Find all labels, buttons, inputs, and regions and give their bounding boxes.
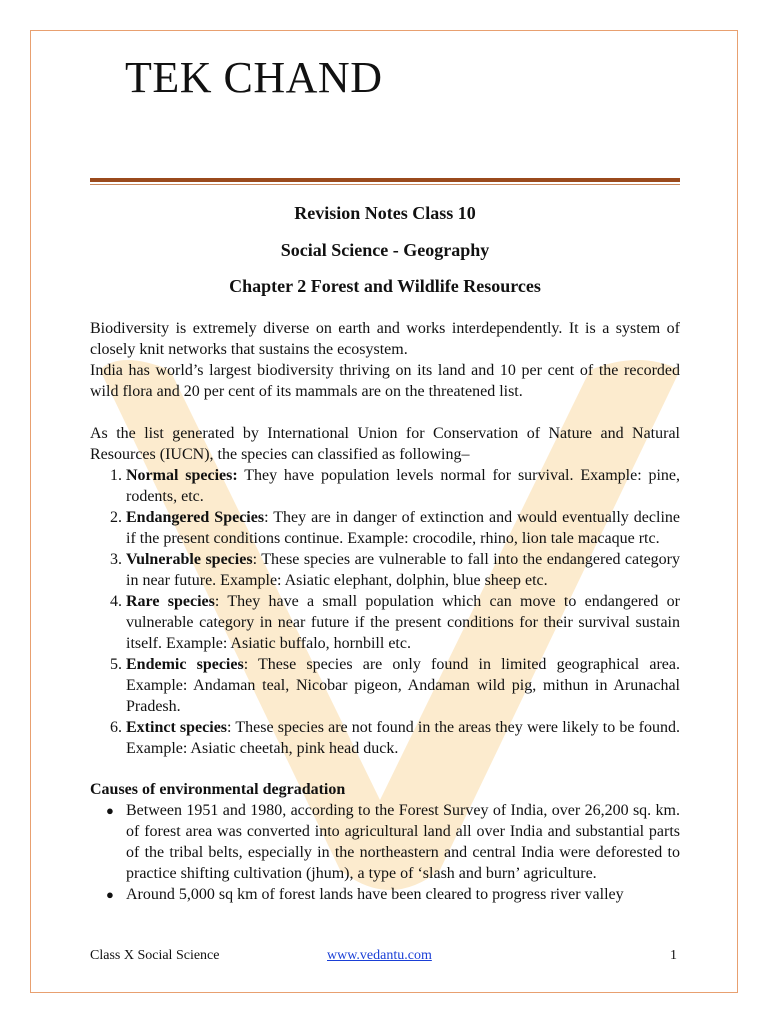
intro-paragraph-1: Biodiversity is extremely diverse on earth and works interdependently. It is a system of closely knit networks that sustains the ecosystem. <box>90 320 680 358</box>
intro-paragraph-2: India has world’s largest biodiversity thriving on its land and 10 per cent of the recorded wild flora and 20 per cent of its mammals are on the threatened list. <box>90 362 680 400</box>
causes-list <box>90 800 680 905</box>
heading-subject: Social Science - Geography <box>280 240 490 260</box>
list-item: 2. Endangered Species: They are in danger of extinction and would eventually decline if the present conditions continue. Example: crocodile, rhino, lion tale macaque rtc. <box>126 507 680 549</box>
header-title: TEK CHAND <box>125 53 383 102</box>
list-item: 4. Rare species: They have a small population which can move to endangered or vulnerable category in near future if the present conditions for their survival sustain itself. Example: Asiatic buffalo, hornbill etc. <box>126 591 680 654</box>
header-rule <box>90 178 680 182</box>
species-list <box>90 465 680 759</box>
main-content <box>90 318 680 905</box>
intro-paragraph-3: As the list generated by International Union for Conservation of Nature and Natural Resources (IUCN), the species can classified as following– <box>90 425 680 463</box>
causes-heading: Causes of environmental degradation <box>90 781 346 798</box>
list-item: 6. Extinct species: These species are not found in the areas they were likely to be found. Example: Asiatic cheetah, pink head duck. <box>126 717 680 759</box>
heading-class: Revision Notes Class 10 <box>294 203 476 223</box>
header-rule-thin <box>90 184 680 185</box>
list-item: 3. Vulnerable species: These species are vulnerable to fall into the endangered category in near future. Example: Asiatic elephant, dolphin, blue sheep etc. <box>126 549 680 591</box>
list-item: 5. Endemic species: These species are only found in limited geographical area. Example: Andaman teal, Nicobar pigeon, Andaman wild pig, mithun in Arunachal Pradesh. <box>126 654 680 717</box>
footer-left: Class X Social Science <box>90 948 220 963</box>
list-item: ● Around 5,000 sq km of forest lands have been cleared to progress river valley <box>126 884 680 905</box>
footer-link[interactable]: www.vedantu.com <box>327 948 432 963</box>
heading-chapter: Chapter 2 Forest and Wildlife Resources <box>229 276 541 296</box>
list-item: 1. Normal species: They have population levels normal for survival. Example: pine, rodents, etc. <box>126 465 680 507</box>
list-item: ● Between 1951 and 1980, according to the Forest Survey of India, over 26,200 sq. km. of forest area was converted into agricultural land all over India and substantial parts of the tribal belts, especially in the northeastern and central India were deforested to practice shifting cultivation (jhum), a type of ‘slash and burn’ agriculture. <box>126 800 680 884</box>
page-number: 1 <box>670 948 677 963</box>
